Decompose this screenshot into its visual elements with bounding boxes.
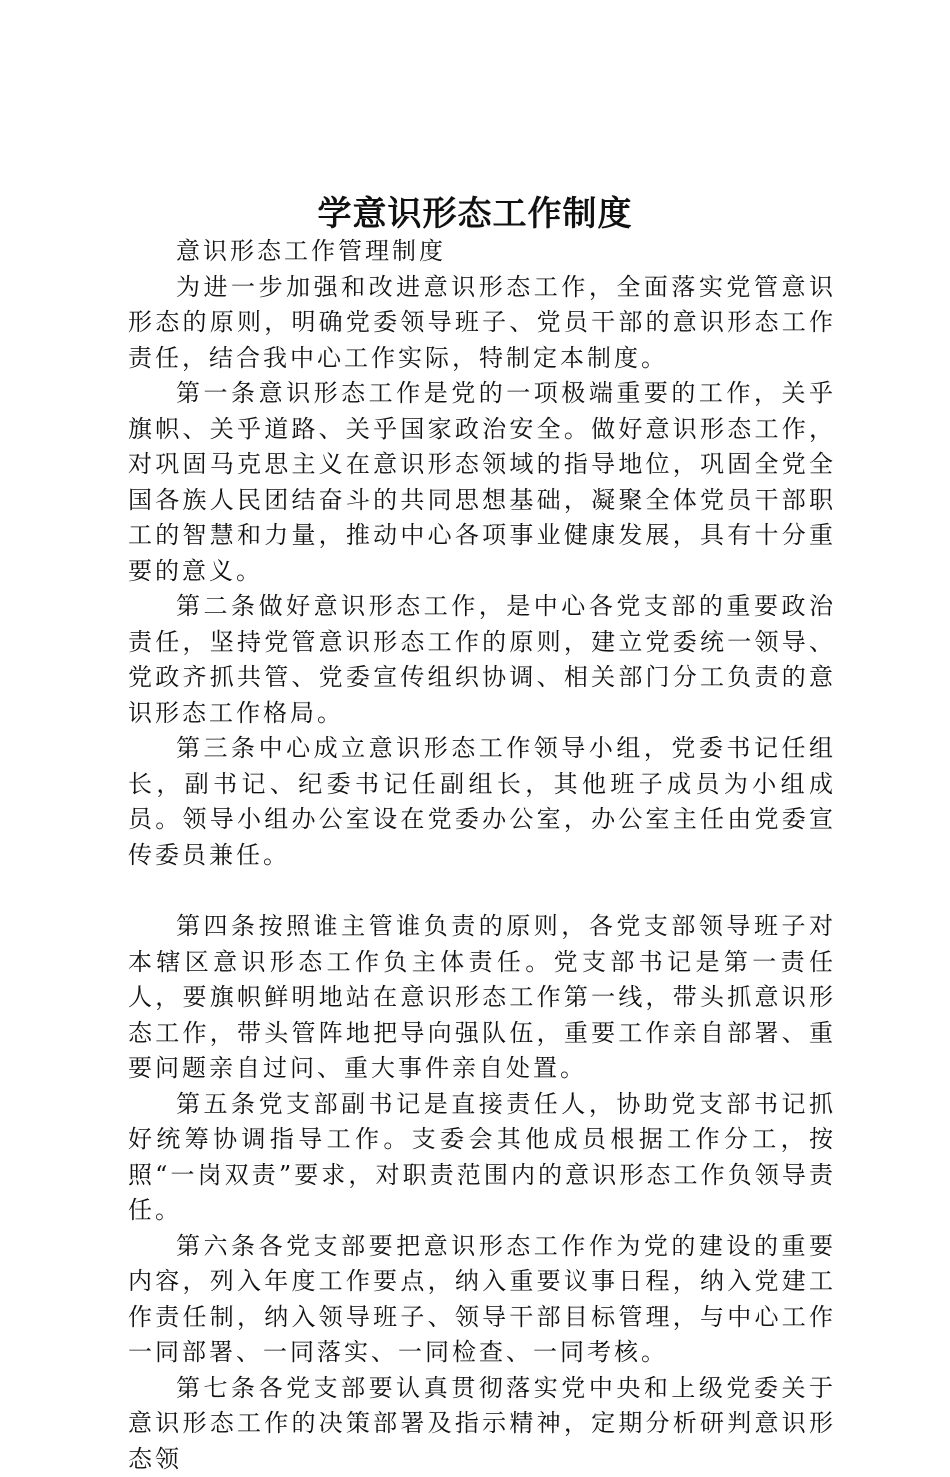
paragraph-article-3: 第三条中心成立意识形态工作领导小组，党委书记任组长，副书记、纪委书记任副组长，其他班子成员为小组成员。领导小组办公室设在党委办公室，办公室主任由党委宣传委员兼任。 xyxy=(128,731,836,873)
paragraph-article-4: 第四条按照谁主管谁负责的原则，各党支部领导班子对本辖区意识形态工作负主体责任。党支部书记是第一责任人，要旗帜鲜明地站在意识形态工作第一线，带头抓意识形态工作，带头管阵地把导向强队伍，重要工作亲自部署、重要问题亲自过问、重大事件亲自处置。 xyxy=(128,909,836,1087)
paragraph-article-6: 第六条各党支部要把意识形态工作作为党的建设的重要内容，列入年度工作要点，纳入重要议事日程，纳入党建工作责任制，纳入领导班子、领导干部目标管理，与中心工作一同部署、一同落实、一同检查、一同考核。 xyxy=(128,1229,836,1371)
paragraph-article-7: 第七条各党支部要认真贯彻落实党中央和上级党委关于意识形态工作的决策部署及指示精神，定期分析研判意识形态领 xyxy=(128,1371,836,1477)
paragraph-intro: 为进一步加强和改进意识形态工作，全面落实党管意识形态的原则，明确党委领导班子、党员干部的意识形态工作责任，结合我中心工作实际，特制定本制度。 xyxy=(128,270,836,377)
document-title: 学意识形态工作制度 xyxy=(0,186,950,235)
document-subtitle: 意识形态工作管理制度 xyxy=(128,234,836,270)
paragraph-article-5: 第五条党支部副书记是直接责任人，协助党支部书记抓好统筹协调指导工作。支委会其他成员根据工作分工，按照“一岗双责”要求，对职责范围内的意识形态工作负领导责任。 xyxy=(128,1087,836,1229)
document-body xyxy=(128,234,836,1477)
paragraph-gap xyxy=(128,873,836,909)
paragraph-article-1: 第一条意识形态工作是党的一项极端重要的工作，关乎旗帜、关乎道路、关乎国家政治安全。做好意识形态工作，对巩固马克思主义在意识形态领域的指导地位，巩固全党全国各族人民团结奋斗的共同思想基础，凝聚全体党员干部职工的智慧和力量，推动中心各项事业健康发展，具有十分重要的意义。 xyxy=(128,376,836,589)
paragraph-article-2: 第二条做好意识形态工作，是中心各党支部的重要政治责任，坚持党管意识形态工作的原则，建立党委统一领导、党政齐抓共管、党委宣传组织协调、相关部门分工负责的意识形态工作格局。 xyxy=(128,589,836,731)
